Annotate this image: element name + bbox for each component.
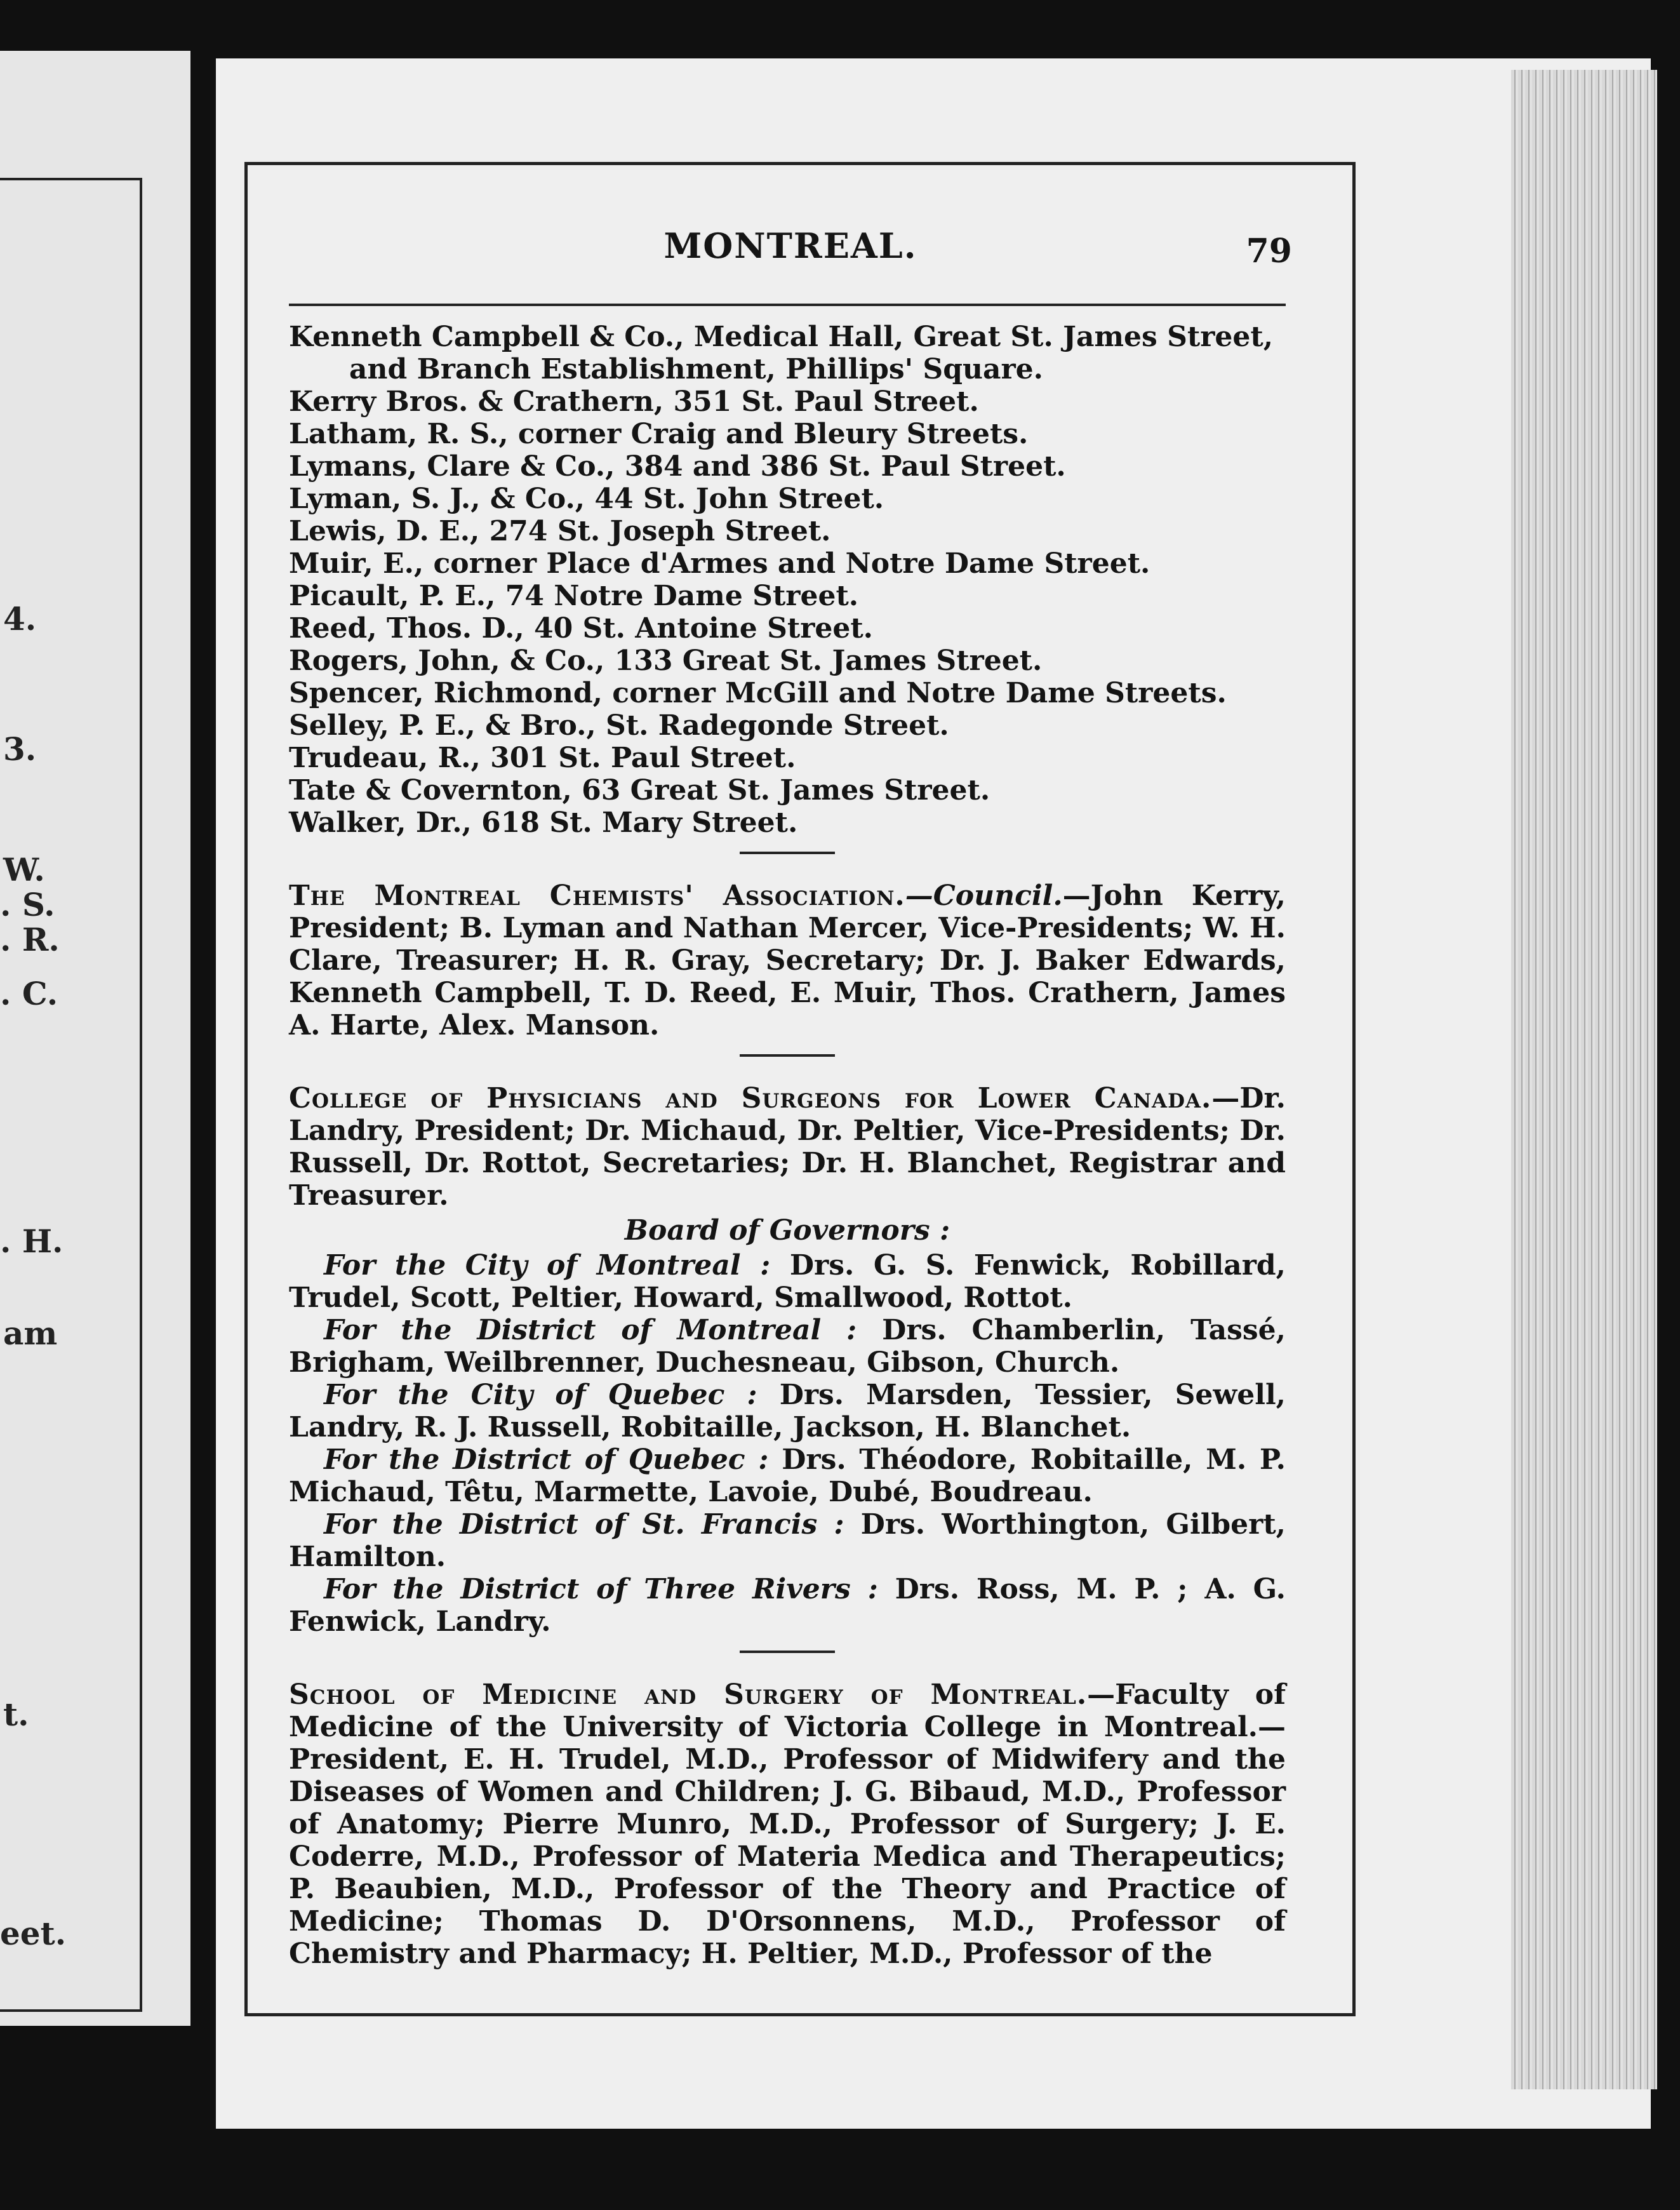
chemist-entry bbox=[289, 418, 1286, 450]
chemist-entry-text: Lyman, S. J., & Co., 44 St. John Street. bbox=[289, 483, 884, 515]
chemist-entry bbox=[289, 709, 1286, 742]
facing-page-fragment: am bbox=[3, 1315, 58, 1352]
governor-group-label: For the District of St. Francis : bbox=[324, 1508, 844, 1541]
governor-group-names: Drs. Ross, M. P. ; A. G. Fenwick, Landry. bbox=[289, 1573, 1286, 1638]
chemist-entry-text: Rogers, John, & Co., 133 Great St. James Street. bbox=[289, 645, 1043, 677]
governor-group bbox=[289, 1249, 1286, 1314]
governor-group-label: For the District of Montreal : bbox=[324, 1314, 857, 1346]
association-heading: The Montreal Chemists' Association. bbox=[289, 880, 905, 912]
chemist-entry bbox=[289, 515, 1286, 547]
facing-page-fragment: . H. bbox=[0, 1222, 63, 1260]
governor-group-names: Drs. Worthington, Gilbert, Hamilton. bbox=[289, 1508, 1286, 1573]
college-body: —Dr. Landry, President; Dr. Michaud, Dr. Peltier, Vice-Presidents; Dr. Russell, Dr. Rottot, Secretaries; Dr. H. Blanchet, Registrar and Treasurer. bbox=[289, 1082, 1286, 1212]
governor-group bbox=[289, 1573, 1286, 1638]
page-edges bbox=[1511, 70, 1657, 2089]
facing-page-fragment: . R. bbox=[0, 921, 60, 958]
section-separator bbox=[740, 852, 835, 854]
chemist-entry-text: Kerry Bros. & Crathern, 351 St. Paul Street. bbox=[289, 385, 979, 418]
chemist-entry-text: Spencer, Richmond, corner McGill and Notre Dame Streets. bbox=[289, 677, 1227, 709]
school-section bbox=[289, 1678, 1286, 1970]
chemist-entry-text: Lymans, Clare & Co., 384 and 386 St. Paul Street. bbox=[289, 450, 1066, 483]
facing-page-fragment: t. bbox=[3, 1696, 29, 1733]
association-body: —John Kerry, President; B. Lyman and Nathan Mercer, Vice-Presidents; W. H. Clare, Treasurer; H. R. Gray, Secretary; Dr. J. Baker Edwards, Kenneth Campbell, T. D. Reed, E. Muir, Thos. Crathern, James A. Harte, Alex. Manson. bbox=[289, 880, 1286, 1041]
header-rule bbox=[289, 304, 1286, 306]
chemist-entry-text: Latham, R. S., corner Craig and Bleury Streets. bbox=[289, 418, 1029, 450]
page-header bbox=[289, 225, 1292, 289]
section-separator bbox=[740, 1054, 835, 1057]
school-body: —Faculty of Medicine of the University of Victoria College in Montreal.—President, E. H. Trudel, M.D., Professor of Midwifery and the Diseases of Women and Children; J. G. Bibaud, M.D., Professor of Anatomy; Pierre Munro, M.D., Professor of Surgery; J. E. Coderre, M.D., Professor of Materia Medica and Therapeutics; P. Beaubien, M.D., Professor of the Theory and Practice of Medicine; Thomas D. D'Orsonnens, M.D., Professor of Chemistry and Pharmacy; H. Peltier, M.D., Professor of the bbox=[289, 1678, 1286, 1970]
chemist-entry bbox=[289, 483, 1286, 515]
running-title: MONTREAL. bbox=[663, 225, 917, 266]
page-content bbox=[289, 321, 1286, 1970]
governor-group-names: Drs. Chamberlin, Tassé, Brigham, Weilbrenner, Duchesneau, Gibson, Church. bbox=[289, 1314, 1286, 1379]
facing-page-fragment: . C. bbox=[0, 975, 58, 1012]
college-heading: College of Physicians and Surgeons for Lower Canada. bbox=[289, 1082, 1212, 1115]
chemists-list bbox=[289, 321, 1286, 839]
chemist-entry bbox=[289, 612, 1286, 645]
governor-group-label: For the District of Quebec : bbox=[324, 1443, 769, 1476]
governor-group bbox=[289, 1379, 1286, 1443]
chemist-entry bbox=[289, 774, 1286, 807]
chemist-entry-text: Tate & Covernton, 63 Great St. James Street. bbox=[289, 774, 990, 807]
facing-page-fragment: 4. bbox=[3, 600, 37, 638]
governor-group-label: For the District of Three Rivers : bbox=[324, 1573, 878, 1605]
governor-group-label: For the City of Quebec : bbox=[324, 1379, 757, 1411]
chemist-entry bbox=[289, 580, 1286, 612]
chemist-entry bbox=[289, 385, 1286, 418]
chemist-entry bbox=[289, 547, 1286, 580]
college-section bbox=[289, 1082, 1286, 1212]
chemist-entry-text: Walker, Dr., 618 St. Mary Street. bbox=[289, 807, 798, 839]
governor-group-label: For the City of Montreal : bbox=[324, 1249, 771, 1282]
chemist-entry-text: Kenneth Campbell & Co., Medical Hall, Great St. James Street, bbox=[289, 321, 1274, 353]
chemist-entry bbox=[289, 742, 1286, 774]
governor-group bbox=[289, 1314, 1286, 1379]
school-heading: School of Medicine and Surgery of Montreal. bbox=[289, 1678, 1088, 1711]
facing-page-fragment: . S. bbox=[0, 886, 55, 923]
facing-page-frame bbox=[0, 178, 142, 2012]
governors-list bbox=[289, 1249, 1286, 1638]
governor-group-names: Drs. Théodore, Robitaille, M. P. Michaud, Têtu, Marmette, Lavoie, Dubé, Boudreau. bbox=[289, 1443, 1286, 1508]
chemist-entry bbox=[289, 807, 1286, 839]
chemist-entry-text: Trudeau, R., 301 St. Paul Street. bbox=[289, 742, 796, 774]
chemist-entry bbox=[289, 321, 1286, 385]
chemist-entry bbox=[289, 450, 1286, 483]
chemist-entry-text: Selley, P. E., & Bro., St. Radegonde Street. bbox=[289, 709, 949, 742]
board-heading: Board of Governors : bbox=[624, 1214, 950, 1247]
association-council-label: —Council. bbox=[905, 880, 1063, 912]
chemist-entry-text: Reed, Thos. D., 40 St. Antoine Street. bbox=[289, 612, 874, 645]
chemist-entry-continuation: and Branch Establishment, Phillips' Square. bbox=[349, 353, 1043, 385]
governor-group-names: Drs. Marsden, Tessier, Sewell, Landry, R. J. Russell, Robitaille, Jackson, H. Blanchet. bbox=[289, 1379, 1286, 1443]
governor-group bbox=[289, 1508, 1286, 1573]
chemist-entry-text: Lewis, D. E., 274 St. Joseph Street. bbox=[289, 515, 831, 547]
chemist-entry-text: Muir, E., corner Place d'Armes and Notre Dame Street. bbox=[289, 547, 1150, 580]
page-number: 79 bbox=[1246, 232, 1292, 271]
chemists-association bbox=[289, 880, 1286, 1041]
facing-page-fragment: 3. bbox=[3, 730, 37, 768]
section-separator bbox=[740, 1651, 835, 1653]
chemist-entry bbox=[289, 677, 1286, 709]
governor-group-names: Drs. G. S. Fenwick, Robillard, Trudel, Scott, Peltier, Howard, Smallwood, Rottot. bbox=[289, 1249, 1286, 1314]
chemist-entry-text: Picault, P. E., 74 Notre Dame Street. bbox=[289, 580, 859, 612]
facing-page-fragment: W. bbox=[3, 851, 45, 888]
governor-group bbox=[289, 1443, 1286, 1508]
chemist-entry bbox=[289, 645, 1286, 677]
facing-page-fragment: eet. bbox=[0, 1915, 67, 1952]
